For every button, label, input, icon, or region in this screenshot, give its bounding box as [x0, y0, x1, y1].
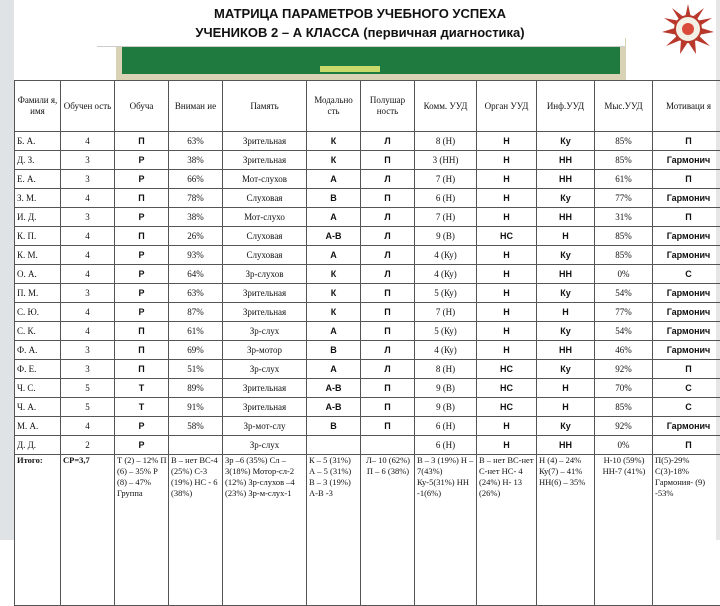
table-cell: 3	[61, 341, 115, 360]
table-cell: Н	[477, 436, 537, 455]
table-cell: Л	[361, 132, 415, 151]
table-cell: Д. Д.	[15, 436, 61, 455]
table-cell: В	[307, 189, 361, 208]
table-cell: Зр-слух	[223, 322, 307, 341]
table-cell: 4	[61, 246, 115, 265]
table-cell: Ф. А.	[15, 341, 61, 360]
table-cell: 4 (Ку)	[415, 265, 477, 284]
table-cell: К	[307, 265, 361, 284]
column-header: Модально сть	[307, 81, 361, 132]
table-cell: Н	[477, 246, 537, 265]
table-cell: П	[653, 132, 720, 151]
table-cell: Н	[477, 208, 537, 227]
table-cell: 58%	[169, 417, 223, 436]
table-cell: 5	[61, 398, 115, 417]
table-row	[15, 265, 720, 284]
table-cell: Ку	[537, 132, 595, 151]
table-row	[15, 360, 720, 379]
table-cell: Р	[115, 151, 169, 170]
table-cell: С	[653, 379, 720, 398]
table-cell: К. М.	[15, 246, 61, 265]
table-cell: П	[115, 227, 169, 246]
table-cell: Мот-слухов	[223, 170, 307, 189]
table-cell: А	[307, 170, 361, 189]
table-cell: 77%	[595, 189, 653, 208]
table-cell: Зр-слух	[223, 360, 307, 379]
table-cell: С	[653, 398, 720, 417]
table-cell: 2	[61, 436, 115, 455]
table-cell: Гармонич	[653, 189, 720, 208]
table-cell: 87%	[169, 303, 223, 322]
table-cell: Н	[477, 189, 537, 208]
table-cell: 85%	[595, 227, 653, 246]
table-cell: 6 (Н)	[415, 417, 477, 436]
table-cell: 92%	[595, 360, 653, 379]
table-cell: 5	[61, 379, 115, 398]
table-cell: 7 (Н)	[415, 170, 477, 189]
table-cell: Л	[361, 265, 415, 284]
table-cell	[307, 436, 361, 455]
table-cell: Гармонич	[653, 303, 720, 322]
table-cell: Л	[361, 360, 415, 379]
table-cell: 9 (В)	[415, 398, 477, 417]
table-cell: П	[115, 189, 169, 208]
page-title	[0, 4, 720, 42]
table-cell: Р	[115, 303, 169, 322]
table-cell: 3	[61, 208, 115, 227]
table-cell: 66%	[169, 170, 223, 189]
table-cell: Ку	[537, 284, 595, 303]
table-cell: П	[361, 303, 415, 322]
table-cell: 3	[61, 284, 115, 303]
table-cell: Зрительная	[223, 398, 307, 417]
column-header: Мотиваци я	[653, 81, 720, 132]
table-cell: НН	[537, 208, 595, 227]
table-cell: 4 (Ку)	[415, 246, 477, 265]
table-cell: П	[653, 436, 720, 455]
table-cell: 5 (Ку)	[415, 284, 477, 303]
table-cell: А-В	[307, 398, 361, 417]
total-cell: Т (2) – 12% П (6) – 35% Р (8) – 47% Группа	[115, 455, 169, 606]
table-cell: Гармонич	[653, 151, 720, 170]
total-cell: К – 5 (31%) А – 5 (31%) В – 3 (19%) А-В -3	[307, 455, 361, 606]
table-cell: Гармонич	[653, 227, 720, 246]
table-cell: НН	[537, 151, 595, 170]
table-row	[15, 208, 720, 227]
column-header: Обуча	[115, 81, 169, 132]
matrix-table-container	[14, 80, 720, 606]
left-frame-strip	[0, 0, 14, 540]
table-cell: Слуховая	[223, 246, 307, 265]
table-cell: А	[307, 246, 361, 265]
table-cell: Р	[115, 417, 169, 436]
column-header: Инф.УУД	[537, 81, 595, 132]
table-cell: Гармонич	[653, 322, 720, 341]
table-cell: Зр-слух	[223, 436, 307, 455]
table-cell: Л	[361, 170, 415, 189]
table-cell: К	[307, 132, 361, 151]
table-cell: П	[361, 379, 415, 398]
table-cell: П	[361, 151, 415, 170]
table-cell: А	[307, 208, 361, 227]
table-cell: Зрительная	[223, 132, 307, 151]
table-cell: 6 (Н)	[415, 189, 477, 208]
total-cell: Н (4) – 24% Ку(7) – 41% НН(6) – 35%	[537, 455, 595, 606]
table-cell: А	[307, 360, 361, 379]
table-cell: П	[653, 360, 720, 379]
table-cell: 63%	[169, 284, 223, 303]
column-header: Комм. УУД	[415, 81, 477, 132]
table-cell: Л	[361, 208, 415, 227]
total-cell: Н-10 (59%) НН-7 (41%)	[595, 455, 653, 606]
table-cell: Б. А.	[15, 132, 61, 151]
table-cell: Зрительная	[223, 379, 307, 398]
table-cell: НС	[477, 227, 537, 246]
table-cell: Ку	[537, 322, 595, 341]
table-cell: Р	[115, 246, 169, 265]
table-cell: 78%	[169, 189, 223, 208]
table-cell	[169, 436, 223, 455]
table-cell: 3 (НН)	[415, 151, 477, 170]
table-cell: С. К.	[15, 322, 61, 341]
header-row	[15, 81, 720, 132]
table-cell: Л	[361, 341, 415, 360]
table-row	[15, 189, 720, 208]
table-cell: 70%	[595, 379, 653, 398]
table-cell: В	[307, 417, 361, 436]
table-cell: П	[361, 417, 415, 436]
table-cell: НН	[537, 436, 595, 455]
table-cell: 9 (В)	[415, 379, 477, 398]
total-row	[15, 455, 720, 606]
table-cell: П	[115, 341, 169, 360]
table-cell: 6 (Н)	[415, 436, 477, 455]
table-cell: Ч. А.	[15, 398, 61, 417]
total-cell: Итого:	[15, 455, 61, 606]
table-cell: К	[307, 151, 361, 170]
table-cell: НН	[537, 341, 595, 360]
table-cell: Зрительная	[223, 151, 307, 170]
total-cell: В – 3 (19%) Н – 7(43%) Ку-5(31%) НН -1(6%)	[415, 455, 477, 606]
table-cell: 54%	[595, 322, 653, 341]
table-cell: 8 (Н)	[415, 132, 477, 151]
table-cell: 89%	[169, 379, 223, 398]
table-row	[15, 227, 720, 246]
total-cell: П(5)-29% С(3)-18% Гармония- (9) -53%	[653, 455, 720, 606]
table-cell: Слуховая	[223, 189, 307, 208]
table-cell: 26%	[169, 227, 223, 246]
table-cell: 63%	[169, 132, 223, 151]
table-row	[15, 417, 720, 436]
table-cell: Н	[537, 398, 595, 417]
table-cell: Зрительная	[223, 284, 307, 303]
table-cell: П. М.	[15, 284, 61, 303]
column-header: Вниман ие	[169, 81, 223, 132]
table-cell: 8 (Н)	[415, 360, 477, 379]
table-cell: 4	[61, 189, 115, 208]
table-cell: 38%	[169, 208, 223, 227]
table-cell: 4	[61, 322, 115, 341]
table-cell: 38%	[169, 151, 223, 170]
table-cell: Н	[477, 132, 537, 151]
table-cell: Зр-мот-слу	[223, 417, 307, 436]
table-cell: 69%	[169, 341, 223, 360]
table-cell	[361, 436, 415, 455]
table-cell: Гармонич	[653, 284, 720, 303]
table-cell: 3	[61, 151, 115, 170]
table-cell: Н	[477, 151, 537, 170]
table-cell: Е. А.	[15, 170, 61, 189]
table-cell: Зр-мотор	[223, 341, 307, 360]
title-line-2: УЧЕНИКОВ 2 – А КЛАССА (первичная диагностика)	[0, 23, 720, 42]
column-header: Полушар ность	[361, 81, 415, 132]
table-cell: Р	[115, 265, 169, 284]
table-row	[15, 322, 720, 341]
table-cell: Зрительная	[223, 303, 307, 322]
table-cell: П	[115, 132, 169, 151]
table-cell: О. А.	[15, 265, 61, 284]
total-cell: Зр –6 (35%) Сл –3(18%) Мотор-сл-2 (12%) Зр-слухов –4 (23%) Зр-м-слух-1	[223, 455, 307, 606]
table-cell: Н	[477, 341, 537, 360]
table-cell: Т	[115, 398, 169, 417]
table-cell: Гармонич	[653, 417, 720, 436]
table-cell: Т	[115, 379, 169, 398]
table-cell: Н	[537, 303, 595, 322]
table-cell: Л	[361, 246, 415, 265]
column-header: Фамили я, имя	[15, 81, 61, 132]
table-cell: С	[653, 265, 720, 284]
table-body	[15, 132, 720, 606]
table-cell: П	[653, 208, 720, 227]
table-cell: 46%	[595, 341, 653, 360]
table-cell: НС	[477, 398, 537, 417]
table-cell: 4	[61, 417, 115, 436]
table-cell: НН	[537, 170, 595, 189]
table-cell: Ф. Е.	[15, 360, 61, 379]
table-cell: К	[307, 303, 361, 322]
table-cell: 85%	[595, 398, 653, 417]
table-cell: Н	[537, 227, 595, 246]
table-cell: 4	[61, 132, 115, 151]
table-row	[15, 398, 720, 417]
table-cell: 85%	[595, 132, 653, 151]
table-row	[15, 303, 720, 322]
total-cell: В – нет ВС-нет С-нет НС- 4 (24%) Н- 13 (26%)	[477, 455, 537, 606]
table-cell: Р	[115, 170, 169, 189]
table-cell: Слуховая	[223, 227, 307, 246]
table-cell: 3	[61, 360, 115, 379]
table-cell: 3	[61, 170, 115, 189]
table-cell: Н	[477, 303, 537, 322]
school-crest-icon	[656, 0, 720, 56]
table-cell: НС	[477, 379, 537, 398]
table-cell: К	[307, 284, 361, 303]
matrix-table	[14, 80, 720, 606]
table-cell: 64%	[169, 265, 223, 284]
table-cell: А	[307, 322, 361, 341]
table-row	[15, 132, 720, 151]
table-cell: И. Д.	[15, 208, 61, 227]
table-cell: В	[307, 341, 361, 360]
table-cell: А-В	[307, 227, 361, 246]
table-cell: 4	[61, 265, 115, 284]
table-cell: П	[361, 398, 415, 417]
table-row	[15, 379, 720, 398]
table-cell: Н	[477, 322, 537, 341]
table-cell: 0%	[595, 265, 653, 284]
table-cell: Н	[477, 265, 537, 284]
table-cell: А-В	[307, 379, 361, 398]
table-cell: К. П.	[15, 227, 61, 246]
table-cell: 0%	[595, 436, 653, 455]
table-cell: Ку	[537, 360, 595, 379]
table-cell: Ч. С.	[15, 379, 61, 398]
table-cell: Н	[477, 284, 537, 303]
table-cell: Н	[477, 170, 537, 189]
table-cell: 31%	[595, 208, 653, 227]
total-cell: Л– 10 (62%) П – 6 (38%)	[361, 455, 415, 606]
total-cell: СР=3,7	[61, 455, 115, 606]
table-row	[15, 151, 720, 170]
table-cell: 61%	[169, 322, 223, 341]
table-cell: 7 (Н)	[415, 208, 477, 227]
table-row	[15, 170, 720, 189]
table-row	[15, 436, 720, 455]
table-cell: С. Ю.	[15, 303, 61, 322]
table-cell: 61%	[595, 170, 653, 189]
table-cell: Р	[115, 284, 169, 303]
table-cell: 54%	[595, 284, 653, 303]
table-cell: П	[361, 189, 415, 208]
table-cell: З. М.	[15, 189, 61, 208]
table-cell: 91%	[169, 398, 223, 417]
table-cell: 51%	[169, 360, 223, 379]
table-cell: П	[361, 284, 415, 303]
title-line-1: МАТРИЦА ПАРАМЕТРОВ УЧЕБНОГО УСПЕХА	[0, 4, 720, 23]
table-cell: 85%	[595, 246, 653, 265]
table-cell: Ку	[537, 417, 595, 436]
table-cell: Н	[477, 417, 537, 436]
table-row	[15, 246, 720, 265]
table-cell: Гармонич	[653, 341, 720, 360]
table-cell: П	[115, 360, 169, 379]
table-cell: Ку	[537, 246, 595, 265]
table-cell: 4	[61, 227, 115, 246]
table-cell: Н	[537, 379, 595, 398]
column-header: Мыс.УУД	[595, 81, 653, 132]
table-cell: Р	[115, 208, 169, 227]
chalkboard-ledge	[320, 66, 380, 72]
column-header: Обучен ость	[61, 81, 115, 132]
table-cell: М. А.	[15, 417, 61, 436]
table-cell: НС	[477, 360, 537, 379]
table-cell: Л	[361, 227, 415, 246]
table-cell: 9 (В)	[415, 227, 477, 246]
table-cell: Д. З.	[15, 151, 61, 170]
table-cell: 7 (Н)	[415, 303, 477, 322]
table-cell: Гармонич	[653, 246, 720, 265]
table-cell: 4 (Ку)	[415, 341, 477, 360]
table-cell: 4	[61, 303, 115, 322]
table-cell: Мот-слухо	[223, 208, 307, 227]
table-cell: П	[115, 322, 169, 341]
table-cell: Зр-слухов	[223, 265, 307, 284]
total-cell: В – нет ВС-4 (25%) С-3 (19%) НС - 6 (38%)	[169, 455, 223, 606]
table-cell: Ку	[537, 189, 595, 208]
column-header: Орган УУД	[477, 81, 537, 132]
table-cell: 5 (Ку)	[415, 322, 477, 341]
table-cell: 93%	[169, 246, 223, 265]
table-row	[15, 341, 720, 360]
table-row	[15, 284, 720, 303]
table-cell: 92%	[595, 417, 653, 436]
table-cell: П	[653, 170, 720, 189]
table-cell: НН	[537, 265, 595, 284]
column-header: Память	[223, 81, 307, 132]
table-cell: 85%	[595, 151, 653, 170]
table-cell: 77%	[595, 303, 653, 322]
table-cell: Р	[115, 436, 169, 455]
table-cell: П	[361, 322, 415, 341]
